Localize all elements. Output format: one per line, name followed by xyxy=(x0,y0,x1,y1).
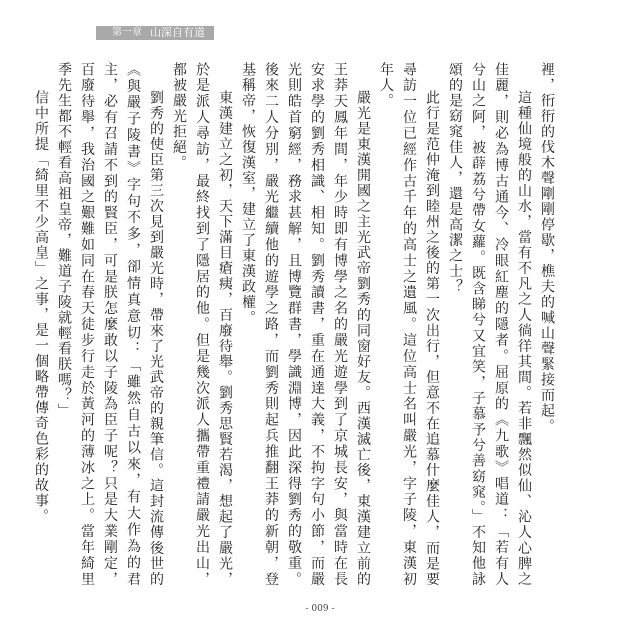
paragraph: 這種仙境般的山水，當有不凡之人徜徉其間。若非飄然似仙、沁人心脾之佳麗，則必為博古通今、冷眼紅塵的隱者。屈原的《九歌》唱道：「若有人兮山之阿，被薜荔兮帶女蘿。既含睇兮又宜笑，子慕予兮善窈窕。」不知他詠頌的是窈窕佳人，還是高潔之士？ xyxy=(447,62,532,587)
paragraph: 東漢建立之初，天下滿目瘡痍，百廢待舉。劉秀思賢若渴，想起了嚴光，於是派人尋訪，最終找到了隱居的他。但是幾次派人攜帶重禮請嚴光出山，都被嚴光拒絕。 xyxy=(171,62,233,587)
paragraph: 信中所提「綺里不少高皇」之事，是一個略帶傳奇色彩的故事。 xyxy=(33,90,49,524)
paragraph: 嚴光是東漢開國之主光武帝劉秀的同窗好友。西漢滅亡後，東漢建立前的王莽天鳳年間，年少時即有博學之名的嚴光遊學到了京城長安，與當時在長安求學的劉秀相識、相知。劉秀讀書，重在通達大義，不拘字句小節，而嚴光則皓首窮經，務求甚解，且博覽群書，學識淵博，因此深得劉秀的敬重。後來二人分別，嚴光繼續他的遊學之路，而劉秀則起兵推翻王莽的新朝，登基稱帝，恢復漢室，建立了東漢政權。 xyxy=(240,62,371,587)
paragraph: 劉秀的使臣第三次見到嚴光時，帶來了光武帝的親筆信。這封流傳後世的《與嚴子陵書》字句不多，卻情真意切：「雖然自古以來，有大作為的君主，必有召請不到的賢臣，可是朕怎麼敢以子陵為臣子呢？只是大業剛定，百廢待舉，我治國之艱難如同在春天徒步行走於黃河的薄冰之上。當年綺里季先生都不輕看高祖皇帝，難道子陵就輕看朕嗎？」 xyxy=(56,62,164,587)
vertical-body-text xyxy=(33,62,558,587)
paragraph: 裡，衎衎的伐木聲剛剛停歇，樵夫的喊山聲緊接而起。 xyxy=(539,62,555,434)
paragraph: 此行是范仲淹到睦州之後的第一次出行，但意不在追慕什麼佳人，而是要尋訪一位已經作古千年的高士之遺風。這位高士名叫嚴光，字子陵，東漢初年人。 xyxy=(378,62,440,587)
chapter-label: 第一章 xyxy=(112,27,142,38)
page-number: - 009 - xyxy=(305,604,335,614)
chapter-title: 山深自有道 xyxy=(150,26,205,39)
